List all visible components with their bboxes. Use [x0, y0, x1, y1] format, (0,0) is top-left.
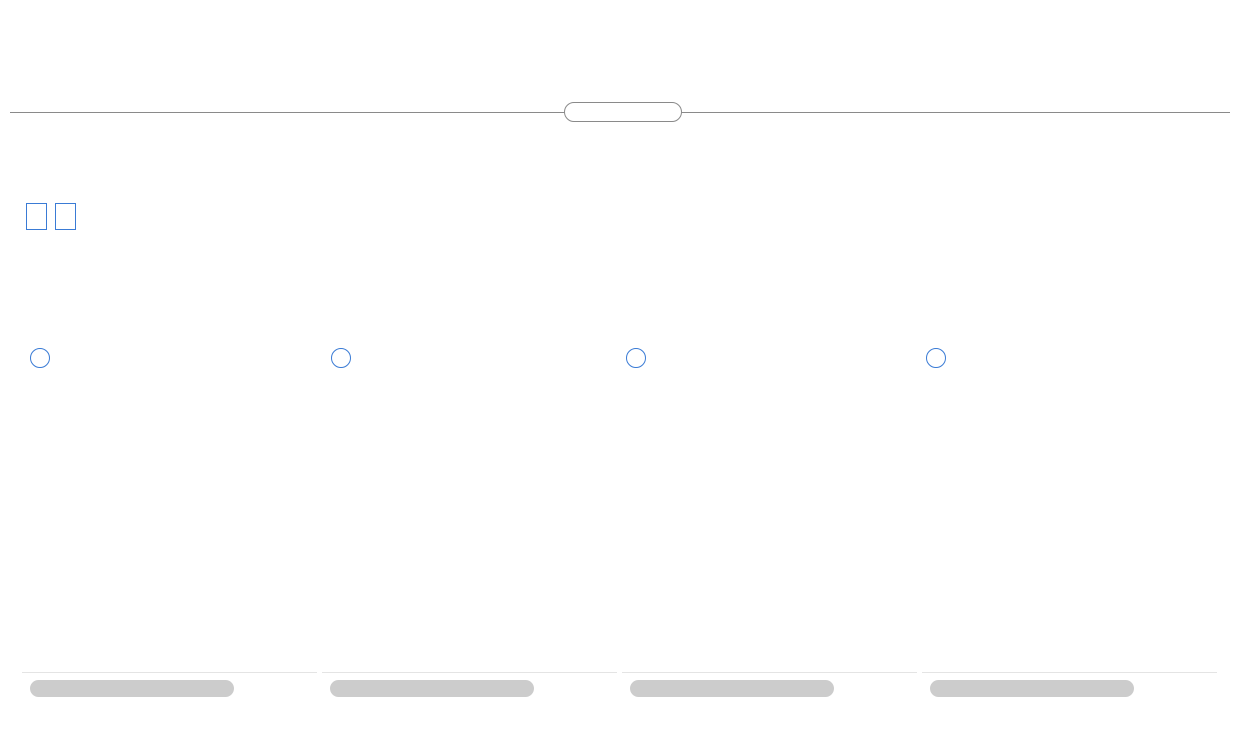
j-component-input[interactable]: [55, 203, 76, 230]
option-a-radio-group[interactable]: [30, 345, 62, 371]
option-a-divider: [22, 672, 317, 673]
option-d-divider: [922, 672, 1217, 673]
gradient-answer-row: [22, 199, 87, 233]
option-b-radio[interactable]: [331, 348, 351, 368]
option-d-radio[interactable]: [926, 348, 946, 368]
graph-option-c: [690, 392, 925, 658]
option-a-zoom-bar[interactable]: [30, 680, 234, 697]
option-b-zoom-bar[interactable]: [330, 680, 534, 697]
option-c-radio-group[interactable]: [626, 345, 658, 371]
graph-option-a: [95, 392, 330, 658]
option-d-radio-group[interactable]: [926, 345, 958, 371]
option-c-divider: [622, 672, 917, 673]
option-a-radio[interactable]: [30, 348, 50, 368]
option-b-radio-group[interactable]: [331, 345, 363, 371]
option-c-radio[interactable]: [626, 348, 646, 368]
graph-option-b: [390, 392, 625, 658]
option-b-divider: [322, 672, 617, 673]
expand-button[interactable]: [564, 102, 682, 122]
i-component-input[interactable]: [26, 203, 47, 230]
option-c-zoom-bar[interactable]: [630, 680, 834, 697]
graph-option-d: [985, 392, 1220, 658]
option-d-zoom-bar[interactable]: [930, 680, 1134, 697]
